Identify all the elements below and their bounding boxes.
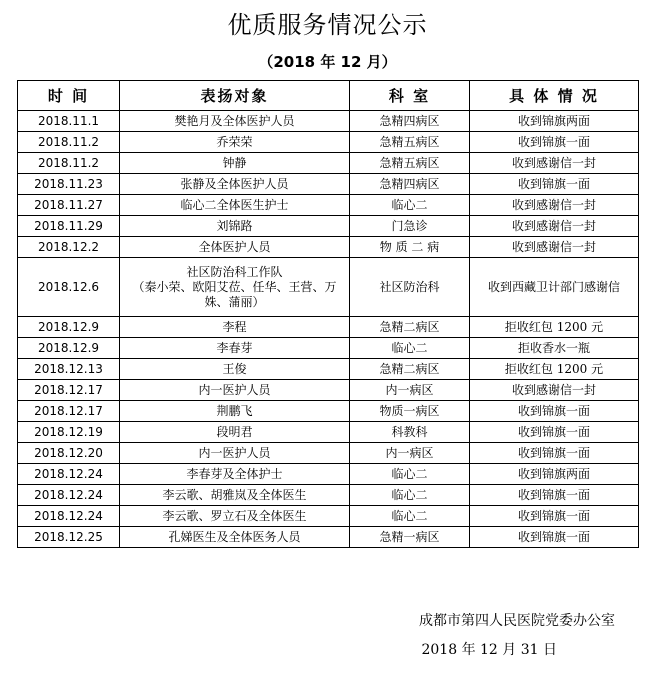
cell-detail: 拒收香水一瓶 — [470, 338, 639, 359]
cell-date: 2018.12.19 — [18, 422, 120, 443]
table-row — [18, 485, 639, 506]
cell-detail: 收到感谢信一封 — [470, 237, 639, 258]
cell-target: 李云歌、胡雅岚及全体医生 — [120, 485, 350, 506]
commendation-table — [17, 80, 639, 548]
table-row — [18, 195, 639, 216]
cell-dept: 物 质 二 病 — [350, 237, 470, 258]
table-body — [18, 111, 639, 548]
cell-date: 2018.12.24 — [18, 464, 120, 485]
cell-date: 2018.12.20 — [18, 443, 120, 464]
cell-dept: 急精四病区 — [350, 111, 470, 132]
cell-target: 荆鹏飞 — [120, 401, 350, 422]
cell-date: 2018.12.24 — [18, 506, 120, 527]
cell-dept: 临心二 — [350, 195, 470, 216]
table-row — [18, 132, 639, 153]
cell-target: 孔娣医生及全体医务人员 — [120, 527, 350, 548]
cell-date: 2018.12.17 — [18, 380, 120, 401]
cell-dept: 急精四病区 — [350, 174, 470, 195]
cell-detail: 收到锦旗一面 — [470, 443, 639, 464]
cell-detail: 拒收红包 1200 元 — [470, 359, 639, 380]
cell-detail: 收到锦旗一面 — [470, 485, 639, 506]
cell-detail: 收到西藏卫计部门感谢信 — [470, 258, 639, 317]
cell-detail: 收到锦旗两面 — [470, 111, 639, 132]
cell-date: 2018.11.2 — [18, 132, 120, 153]
cell-date: 2018.11.27 — [18, 195, 120, 216]
cell-date: 2018.12.13 — [18, 359, 120, 380]
cell-target: 樊艳月及全体医护人员 — [120, 111, 350, 132]
table-row — [18, 443, 639, 464]
table-row — [18, 111, 639, 132]
table-row — [18, 153, 639, 174]
cell-target: 李云歌、罗立石及全体医生 — [120, 506, 350, 527]
cell-date: 2018.12.24 — [18, 485, 120, 506]
cell-detail: 收到锦旗一面 — [470, 174, 639, 195]
cell-target: 社区防治科工作队 （秦小荣、欧阳艾莅、任华、王营、万姝、蒲丽） — [120, 258, 350, 317]
cell-target: 王俊 — [120, 359, 350, 380]
cell-dept: 急精一病区 — [350, 527, 470, 548]
cell-date: 2018.11.1 — [18, 111, 120, 132]
table-row — [18, 338, 639, 359]
cell-detail: 拒收红包 1200 元 — [470, 317, 639, 338]
cell-dept: 社区防治科 — [350, 258, 470, 317]
cell-target: 张静及全体医护人员 — [120, 174, 350, 195]
footer-organization: 成都市第四人民医院党委办公室 — [419, 613, 615, 629]
cell-detail: 收到感谢信一封 — [470, 153, 639, 174]
cell-detail: 收到锦旗一面 — [470, 527, 639, 548]
cell-target: 李春芽 — [120, 338, 350, 359]
cell-target: 内一医护人员 — [120, 443, 350, 464]
cell-dept: 门急诊 — [350, 216, 470, 237]
cell-detail: 收到锦旗一面 — [470, 422, 639, 443]
cell-target: 内一医护人员 — [120, 380, 350, 401]
cell-detail: 收到感谢信一封 — [470, 380, 639, 401]
cell-dept: 急精二病区 — [350, 317, 470, 338]
cell-target: 李春芽及全体护士 — [120, 464, 350, 485]
cell-dept: 科教科 — [350, 422, 470, 443]
cell-date: 2018.12.6 — [18, 258, 120, 317]
cell-target: 乔荣荣 — [120, 132, 350, 153]
header-dept: 科 室 — [350, 81, 470, 111]
cell-date: 2018.12.2 — [18, 237, 120, 258]
table-row — [18, 258, 639, 317]
cell-detail: 收到锦旗一面 — [470, 132, 639, 153]
table-row — [18, 317, 639, 338]
cell-target: 刘锦路 — [120, 216, 350, 237]
table-row — [18, 527, 639, 548]
table-row — [18, 174, 639, 195]
cell-dept: 临心二 — [350, 464, 470, 485]
cell-date: 2018.12.9 — [18, 317, 120, 338]
table-row — [18, 380, 639, 401]
cell-detail: 收到锦旗一面 — [470, 401, 639, 422]
cell-date: 2018.11.29 — [18, 216, 120, 237]
cell-dept: 内一病区 — [350, 380, 470, 401]
table-row — [18, 401, 639, 422]
header-time: 时 间 — [18, 81, 120, 111]
cell-dept: 临心二 — [350, 506, 470, 527]
cell-detail: 收到锦旗两面 — [470, 464, 639, 485]
cell-dept: 急精五病区 — [350, 132, 470, 153]
footer-date: 2018 年 12 月 31 日 — [421, 642, 557, 658]
cell-date: 2018.11.2 — [18, 153, 120, 174]
table-row — [18, 359, 639, 380]
cell-detail: 收到感谢信一封 — [470, 195, 639, 216]
cell-dept: 临心二 — [350, 338, 470, 359]
page-subtitle: （2018 年 12 月） — [258, 53, 397, 71]
cell-dept: 物质一病区 — [350, 401, 470, 422]
cell-target: 临心二全体医生护士 — [120, 195, 350, 216]
cell-target: 全体医护人员 — [120, 237, 350, 258]
table-header-row — [18, 81, 639, 111]
cell-date: 2018.11.23 — [18, 174, 120, 195]
cell-detail: 收到感谢信一封 — [470, 216, 639, 237]
cell-date: 2018.12.17 — [18, 401, 120, 422]
cell-date: 2018.12.25 — [18, 527, 120, 548]
table-row — [18, 237, 639, 258]
cell-target: 段明君 — [120, 422, 350, 443]
cell-dept: 急精五病区 — [350, 153, 470, 174]
cell-dept: 内一病区 — [350, 443, 470, 464]
cell-dept: 急精二病区 — [350, 359, 470, 380]
page-title: 优质服务情况公示 — [227, 11, 428, 39]
cell-detail: 收到锦旗一面 — [470, 506, 639, 527]
cell-target: 钟静 — [120, 153, 350, 174]
cell-target: 李程 — [120, 317, 350, 338]
table-row — [18, 464, 639, 485]
table-row — [18, 216, 639, 237]
header-target: 表扬对象 — [120, 81, 350, 111]
cell-dept: 临心二 — [350, 485, 470, 506]
cell-date: 2018.12.9 — [18, 338, 120, 359]
table-row — [18, 422, 639, 443]
table-row — [18, 506, 639, 527]
header-detail: 具 体 情 况 — [470, 81, 639, 111]
